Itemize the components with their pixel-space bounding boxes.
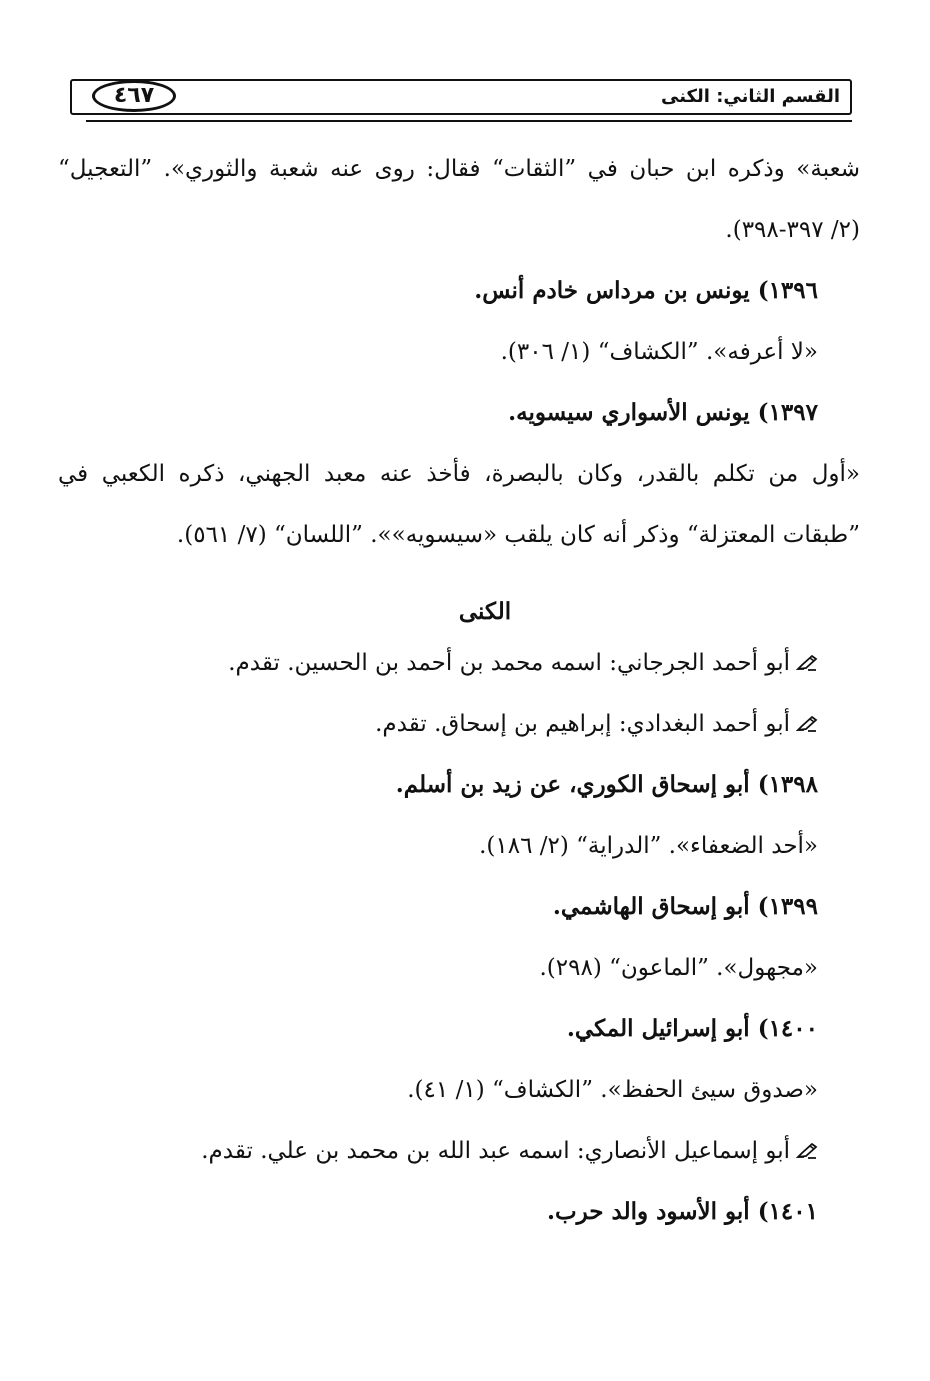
entry-1400: ١٤٠٠) أبو إسرائيل المكي. [566,1015,818,1042]
pen-icon [796,1142,818,1160]
entry-1399-note: «مجهول». ”الماعون“ (٢٩٨). [539,955,818,981]
entry-1396-note: «لا أعرفه». ”الكشاف“ (١/ ٣٠٦). [500,339,818,365]
page-number-oval [92,80,176,112]
entry-1397: ١٣٩٧) يونس الأسواري سيسويه. [508,399,818,426]
entry-1400-note: «صدوق سيئ الحفظ». ”الكشاف“ (١/ ٤١). [407,1077,818,1103]
pen-icon [796,715,818,733]
cross-reference-1 [228,646,818,680]
section-heading: الكنى [458,598,512,625]
cross-reference-2 [375,707,818,741]
entry-1399: ١٣٩٩) أبو إسحاق الهاشمي. [552,893,818,920]
pen-icon [796,654,818,672]
entry-1398-note: «أحد الضعفاء». ”الدراية“ (٢/ ١٨٦). [479,833,818,859]
continuation-line-2: (٢/ ٣٩٧-٣٩٨). [725,217,860,243]
cross-reference-2-text: أبو أحمد البغدادي: إبراهيم بن إسحاق. تقدم. [375,711,790,737]
page-number: ٤٦٧ [113,83,155,108]
entry-1401: ١٤٠١) أبو الأسود والد حرب. [546,1198,818,1225]
cross-reference-3 [201,1134,818,1168]
entry-1398: ١٣٩٨) أبو إسحاق الكوري، عن زيد بن أسلم. [395,771,818,798]
running-title: القسم الثاني: الكنى [660,86,840,107]
entry-1397-note-line-2: ”طبقات المعتزلة“ وذكر أنه كان يلقب «سيسويه»». ”اللسان“ (٧/ ٥٦١). [176,522,860,548]
continuation-line-1: شعبة» وذكره ابن حبان في ”الثقات“ فقال: روى عنه شعبة والثوري». ”التعجيل“ [58,156,860,182]
header-rule [86,120,852,122]
entry-1396: ١٣٩٦) يونس بن مرداس خادم أنس. [474,277,818,304]
cross-reference-1-text: أبو أحمد الجرجاني: اسمه محمد بن أحمد بن الحسين. تقدم. [228,650,790,676]
cross-reference-3-text: أبو إسماعيل الأنصاري: اسمه عبد الله بن محمد بن علي. تقدم. [201,1138,790,1164]
entry-1397-note-line-1: «أول من تكلم بالقدر، وكان بالبصرة، فأخذ عنه معبد الجهني، ذكره الكعبي في [58,461,860,487]
